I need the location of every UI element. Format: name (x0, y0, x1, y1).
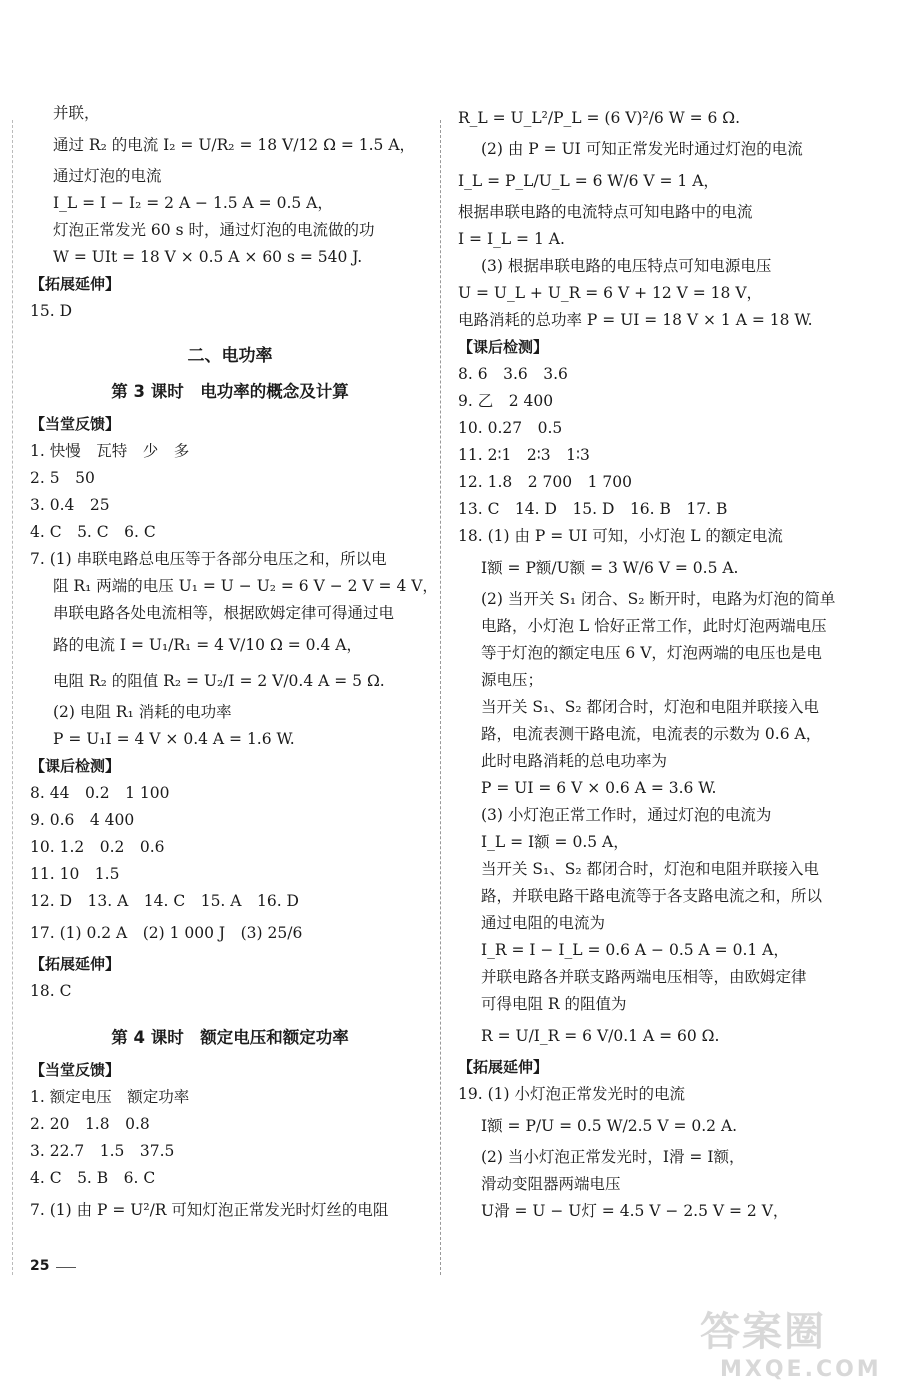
answer-line: 11. 2∶1 2∶3 1∶3 (458, 446, 590, 464)
page-number: 25 (30, 1258, 50, 1274)
section-heading: 【课后检测】 (458, 338, 549, 356)
section-heading: 【拓展延伸】 (30, 275, 121, 293)
answer-line: 9. 乙 2 400 (458, 392, 554, 410)
margin-dashed-line (12, 120, 13, 1275)
text-line: 等于灯泡的额定电压 6 V，灯泡两端的电压也是电 (481, 644, 822, 662)
answer-line: 4. C 5. B 6. C (30, 1169, 156, 1187)
formula-line: R = U/I_R = 6 V/0.1 A = 60 Ω. (481, 1027, 720, 1045)
section-heading: 【课后检测】 (30, 757, 121, 775)
section-heading: 【当堂反馈】 (30, 1061, 121, 1079)
chapter-title: 二、电功率 (187, 346, 273, 366)
formula-line: I_R = I − I_L = 0.6 A − 0.5 A = 0.1 A， (481, 941, 789, 959)
text-line: (2) 由 P = UI 可知正常发光时通过灯泡的电流 (481, 140, 803, 158)
spacer (30, 325, 430, 339)
text-line: (2) 当小灯泡正常发光时，I滑 = I额， (481, 1148, 745, 1166)
text-line: 通过灯泡的电流 (53, 167, 162, 185)
answer-line: 1. 额定电压 额定功率 (30, 1088, 190, 1106)
formula-line: 电阻 R₂ 的阻值 R₂ = U₂/I = 2 V/0.4 A = 5 Ω. (53, 672, 385, 690)
text-line: 并联电路各并联支路两端电压相等，由欧姆定律 (481, 968, 807, 986)
text-line: (3) 小灯泡正常工作时，通过灯泡的电流为 (481, 806, 772, 824)
text-line: 路，电流表测干路电流，电流表的示数为 0.6 A， (481, 725, 822, 743)
text-line: 此时电路消耗的总电功率为 (481, 752, 668, 770)
answer-line: 19. (1) 小灯泡正常发光时的电流 (458, 1085, 685, 1103)
formula-line: U滑 = U − U灯 = 4.5 V − 2.5 V = 2 V， (481, 1202, 789, 1220)
answer-line: 8. 6 3.6 3.6 (458, 365, 568, 383)
text-line: (2) 电阻 R₁ 消耗的电功率 (53, 703, 232, 721)
formula-line: I_L = I额 = 0.5 A， (481, 833, 629, 851)
section-heading: 【拓展延伸】 (458, 1058, 549, 1076)
answer-line: 18. (1) 由 P = UI 可知，小灯泡 L 的额定电流 (458, 527, 783, 545)
text-line: (2) 当开关 S₁ 闭合、S₂ 断开时，电路为灯泡的简单 (481, 590, 836, 608)
formula-line: 通过 R₂ 的电流 I₂ = U/R₂ = 18 V/12 Ω = 1.5 A， (53, 136, 416, 154)
answer-line: 3. 0.4 25 (30, 496, 110, 514)
answer-line: 7. (1) 串联电路总电压等于各部分电压之和，所以电 (30, 550, 387, 568)
answer-line: 17. (1) 0.2 A (2) 1 000 J (3) 25/6 (30, 924, 303, 942)
page-number-rule (56, 1267, 76, 1268)
watermark-url: MXQE.COM (720, 1357, 882, 1382)
lesson-title: 第 3 课时 电功率的概念及计算 (111, 382, 349, 401)
answer-line: 18. C (30, 982, 72, 1000)
spacer (30, 1005, 430, 1019)
column-divider (440, 120, 441, 1275)
answer-line: 2. 20 1.8 0.8 (30, 1115, 150, 1133)
text-line: 路，并联电路干路电流等于各支路电流之和，所以 (481, 887, 823, 905)
lesson-title: 第 4 课时 额定电压和额定功率 (111, 1028, 349, 1047)
formula-line: 路的电流 I = U₁/R₁ = 4 V/10 Ω = 0.4 A， (53, 636, 362, 654)
text-line: 电路，小灯泡 L 恰好正常工作，此时灯泡两端电压 (481, 617, 827, 635)
formula-line: P = UI = 6 V × 0.6 A = 3.6 W. (481, 779, 717, 797)
text-line: 根据串联电路的电流特点可知电路中的电流 (458, 203, 753, 221)
section-heading: 【拓展延伸】 (30, 955, 121, 973)
text-line: 并联， (53, 104, 100, 122)
text-line: 当开关 S₁、S₂ 都闭合时，灯泡和电阻并联接入电 (481, 860, 820, 878)
answer-line: 11. 10 1.5 (30, 865, 120, 883)
answer-line: 7. (1) 由 P = U²/R 可知灯泡正常发光时灯丝的电阻 (30, 1201, 389, 1219)
text-line: 通过电阻的电流为 (481, 914, 606, 932)
answer-line: 3. 22.7 1.5 37.5 (30, 1142, 175, 1160)
answer-line: 15. D (30, 302, 73, 320)
answer-line: 1. 快慢 瓦特 少 多 (30, 442, 190, 460)
text-line: 灯泡正常发光 60 s 时，通过灯泡的电流做的功 (53, 221, 375, 239)
answer-line: 10. 0.27 0.5 (458, 419, 563, 437)
formula-line: 电路消耗的总功率 P = UI = 18 V × 1 A = 18 W. (458, 311, 813, 329)
formula-line: U = U_L + U_R = 6 V + 12 V = 18 V， (458, 284, 763, 302)
formula-line: I = I_L = 1 A. (458, 230, 565, 248)
answer-line: 4. C 5. C 6. C (30, 523, 156, 541)
text-line: 滑动变阻器两端电压 (481, 1175, 621, 1193)
answer-line: 12. D 13. A 14. C 15. A 16. D (30, 892, 299, 910)
text-line: 可得电阻 R 的阻值为 (481, 995, 627, 1013)
text-line: 当开关 S₁、S₂ 都闭合时，灯泡和电阻并联接入电 (481, 698, 820, 716)
answer-line: 12. 1.8 2 700 1 700 (458, 473, 632, 491)
watermark-logo: 答案圈 (700, 1309, 826, 1355)
text-line: 源电压； (481, 671, 544, 689)
formula-line: 阻 R₁ 两端的电压 U₁ = U − U₂ = 6 V − 2 V = 4 V， (53, 577, 438, 595)
formula-line: W = UIt = 18 V × 0.5 A × 60 s = 540 J. (53, 248, 363, 266)
formula-line: I_L = I − I₂ = 2 A − 1.5 A = 0.5 A， (53, 194, 333, 212)
formula-line: I_L = P_L/U_L = 6 W/6 V = 1 A， (458, 172, 719, 190)
answer-line: 8. 44 0.2 1 100 (30, 784, 170, 802)
formula-line: I额 = P额/U额 = 3 W/6 V = 0.5 A. (481, 559, 739, 577)
formula-line: R_L = U_L²/P_L = (6 V)²/6 W = 6 Ω. (458, 109, 741, 127)
formula-line: I额 = P/U = 0.5 W/2.5 V = 0.2 A. (481, 1117, 738, 1135)
formula-line: P = U₁I = 4 V × 0.4 A = 1.6 W. (53, 730, 295, 748)
text-line: (3) 根据串联电路的电压特点可知电源电压 (481, 257, 772, 275)
left-column (30, 100, 438, 1228)
watermark (700, 1300, 890, 1385)
right-column (458, 100, 858, 1225)
answer-line: 2. 5 50 (30, 469, 95, 487)
answer-line: 9. 0.6 4 400 (30, 811, 135, 829)
section-heading: 【当堂反馈】 (30, 415, 121, 433)
answer-line: 13. C 14. D 15. D 16. B 17. B (458, 500, 728, 518)
text-line: 串联电路各处电流相等，根据欧姆定律可得通过电 (53, 604, 395, 622)
answer-line: 10. 1.2 0.2 0.6 (30, 838, 165, 856)
